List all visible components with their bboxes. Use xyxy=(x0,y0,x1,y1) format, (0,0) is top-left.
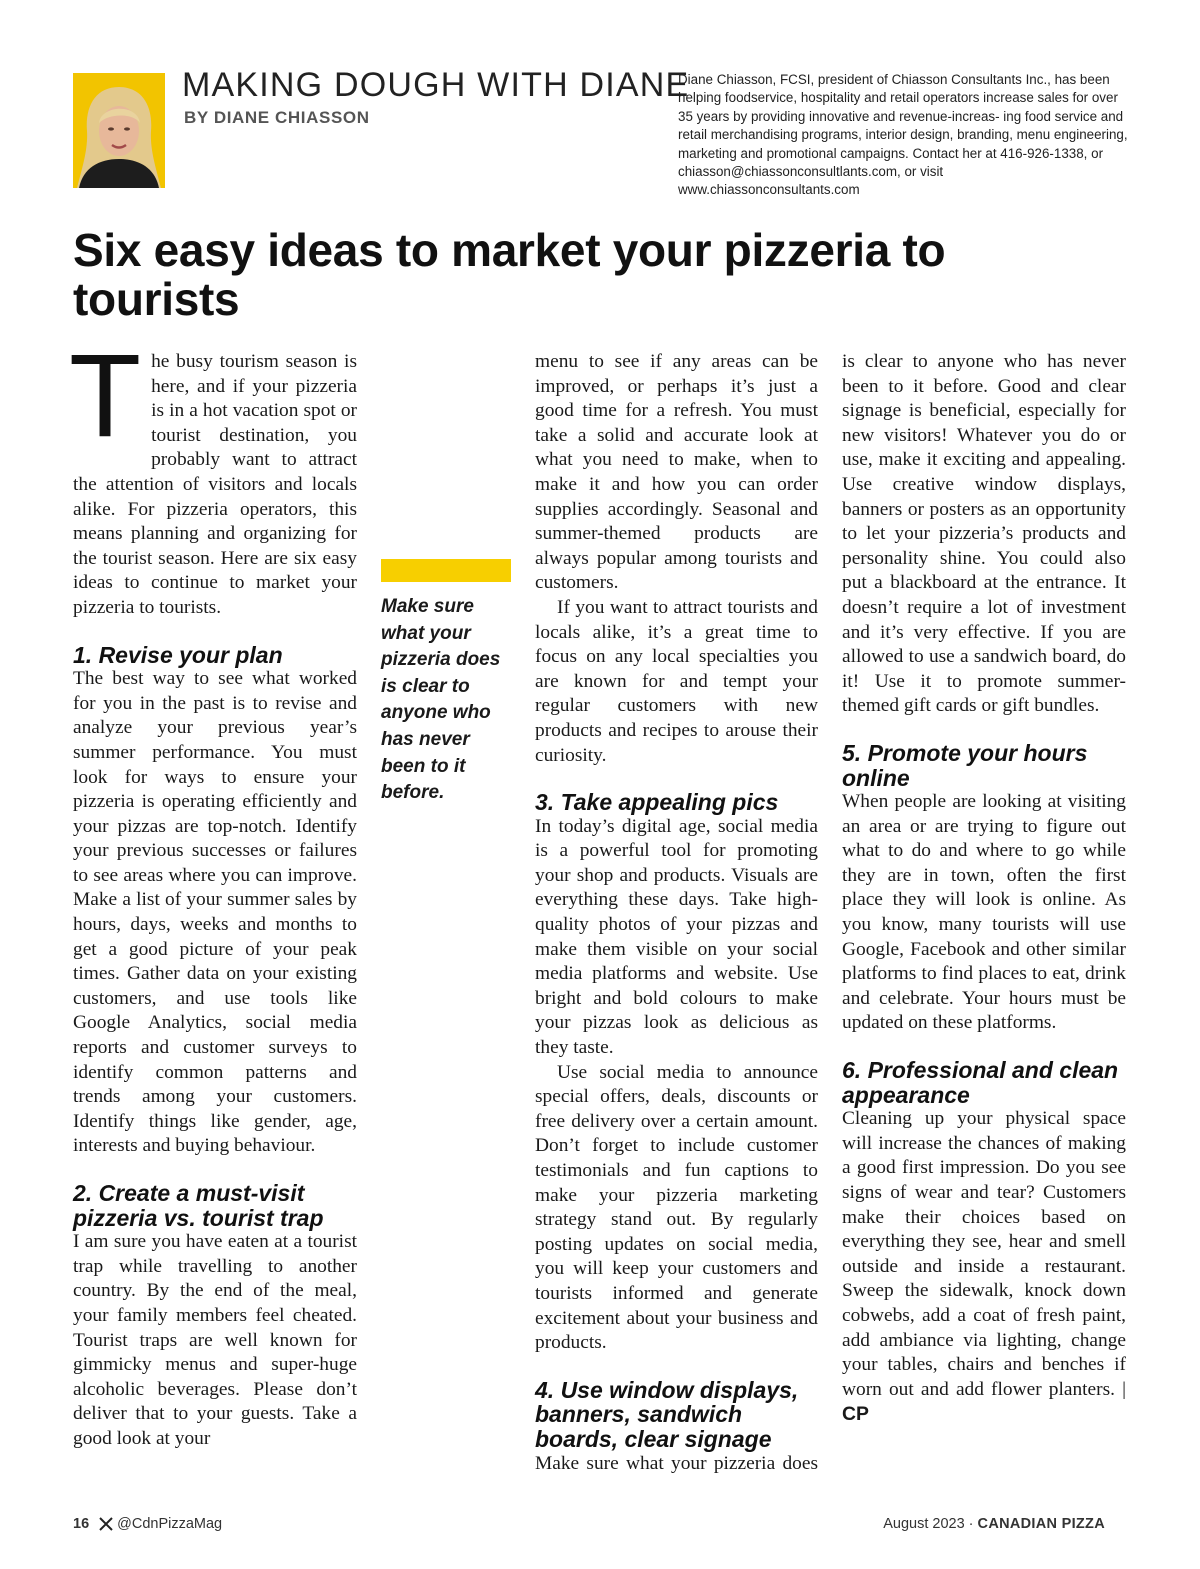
article-column-3 xyxy=(842,350,1126,1428)
social-handle-group xyxy=(99,1516,222,1532)
footer-left xyxy=(73,1516,222,1532)
x-logo-icon xyxy=(99,1517,113,1531)
social-handle: @CdnPizzaMag xyxy=(117,1516,223,1532)
section-heading-6: 6. Professional and clean appearance xyxy=(842,1057,1119,1108)
section-5-paragraph: When people are looking at visiting an area or are trying to figure out what to do and where to go while they are in town, often the first place they will look is online. As you know, many tourists will use Google, Facebook and other similar platforms to find places to eat, drink and celebrate. Your hours must be updated on these platforms. xyxy=(842,791,1126,1034)
section-heading-3: 3. Take appealing pics xyxy=(535,789,779,816)
footer-right xyxy=(883,1516,1105,1532)
article-column-2 xyxy=(535,350,818,1476)
section-heading-2: 2. Create a must-visit pizzeria vs. tourist trap xyxy=(73,1180,324,1231)
section-2-paragraph-2: If you want to attract tourists and locals alike, it’s a great time to focus on any local specialties you are known for and tempt your regular customers with new products and recipes to arouse their curiosity. xyxy=(535,596,818,766)
intro-paragraph xyxy=(69,330,357,621)
end-mark: CP xyxy=(842,1403,869,1426)
section-2-paragraph-start: I am sure you have eaten at a tourist trap while travelling to another country. By the end of the meal, your family members feel cheated. Tourist traps are well known for gimmicky menus and super-huge alcoholic beverages. Please don’t deliver that to your guests. Take a good look at your xyxy=(73,1231,357,1449)
author-portrait xyxy=(73,73,165,188)
section-3-paragraph-2: Use social media to announce special offers, deals, discounts or free delivery over a certain amount. Don’t forget to include customer testimonials and fun captions to make your pizzeria marketing strategy stand out. By regularly posting updates on social media, you will keep your customers and tourists informed and generate excitement about your business and products. xyxy=(535,1061,818,1354)
pull-quote-accent-bar xyxy=(381,559,511,582)
article-headline: Six easy ideas to market your pizzeria to tourists xyxy=(73,224,946,325)
article-column-1 xyxy=(69,330,357,1452)
section-1-paragraph: The best way to see what worked for you in the past is to revise and analyze your previous year’s summer performance. You must look for ways to ensure your pizzeria is operating efficiently and your pizzas are top-notch. Identify your previous successes or failures to see areas where you can improve. Make a list of your summer sales by hours, days, weeks and months to get a good picture of your peak times. Gather data on your existing customers, and use tools like Google Analytics, social media reports and customer surveys to identify common patterns and trends among your customers. Identify things like gender, age, interests and buying behaviour. xyxy=(73,668,357,1157)
section-heading-5: 5. Promote your hours online xyxy=(842,739,1088,791)
page-number: 16 xyxy=(73,1516,90,1532)
intro-text: he busy tourism season is here, and if your pizzeria is in a hot vacation spot or tourist destination, you probably want to attract the attention of visitors and locals alike. For pizzeria operators, this means planning and organizing for the tourist season. Here are six easy ideas to continue to market your pizzeria to tourists. xyxy=(73,351,357,618)
drop-cap: T xyxy=(69,330,142,462)
section-2-paragraph-continued: menu to see if any areas can be improved, or perhaps it’s just a good time for a refresh. You must take a solid and accurate look at what you need to make, when to make it and how you can order supplies accordingly. Seasonal and summer-themed products are always popular among tourists and customers. xyxy=(535,351,818,594)
section-heading-1: 1. Revise your plan xyxy=(73,641,283,668)
section-4-paragraph-start: Make sure what your pizzeria does xyxy=(535,1452,818,1474)
publication-name: CANADIAN PIZZA xyxy=(977,1516,1105,1532)
author-bio: Diane Chiasson, FCSI, president of Chiasson Consultants Inc., has been helping foodservice, hospitality and retail operators increase sales for over 35 years by providing innovative and revenue-increas- ing food service and retail merchandising programs, interior design, branding, menu engineering, marketing and promotional campaigns. Contact her at 416-926-1338, or chiasson@chiassonconsultlants.com, or visit www.chiassonconsultants.com xyxy=(678,72,1128,198)
section-heading-4: 4. Use window displays, banners, sandwich boards, clear signage xyxy=(535,1376,799,1452)
section-3-paragraph-1: In today’s digital age, social media is a powerful tool for promoting your shop and products. Visuals are everything these days. Take high-quality photos of your pizzas and make them visible on your social media platforms and website. Use bright and bold colours to make your pizzas look as delicious as they taste. xyxy=(535,815,818,1059)
section-6-text: Cleaning up your physical space will increase the chances of making a good first impression. Do you see signs of wear and tear? Customers make their choices based on everything they see, hear and smell outside and inside a restaurant. Sweep the sidewalk, knock down cobwebs, add a coat of fresh paint, add ambiance via lighting, change your tables, chairs and benches if worn out and add flower planters. | xyxy=(842,1108,1126,1400)
pull-quote: Make sure what your pizzeria does is clear to anyone who has never been to it before. xyxy=(381,596,501,804)
byline: BY DIANE CHIASSON xyxy=(184,108,370,127)
section-4-paragraph-continued: is clear to anyone who has never been to it before. Good and clear signage is beneficial, especially for new visitors! Whatever you do or use, make it exciting and appealing. Use creative window displays, banners or posters as an opportunity to let your pizzeria’s products and personality shine. You could also put a blackboard at the entrance. It doesn’t require a lot of investment and it’s very effective. If you are allowed to use a sandwich board, do it! Use it to promote summer-themed gift cards or gift bundles. xyxy=(842,351,1126,717)
column-title: MAKING DOUGH WITH DIANE xyxy=(182,66,690,104)
issue-date: August 2023 · xyxy=(883,1516,974,1532)
section-6-paragraph xyxy=(842,1107,1126,1428)
